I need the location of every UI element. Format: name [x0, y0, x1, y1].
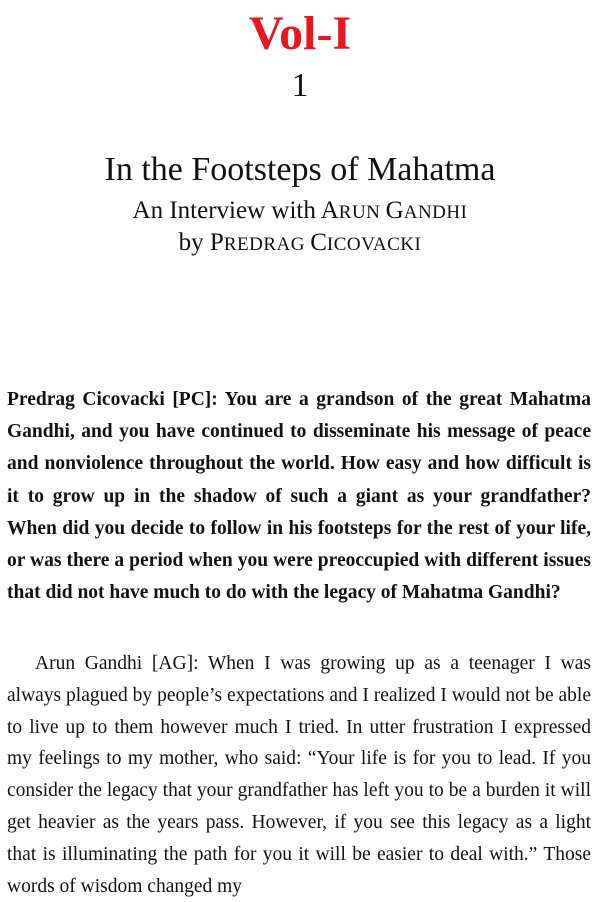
interviewee-first-name-rest: RUN [338, 202, 386, 223]
author-byline [0, 228, 600, 260]
author-initial-last: C [310, 229, 327, 256]
byline-prefix: by [178, 229, 210, 256]
subtitle-prefix: An Interview with [132, 197, 321, 224]
interview-answer: Arun Gandhi [AG]: When I was growing up as a teenager I was always plagued by people’s expectations and I realized I would not be able to live up to them however much I tried. In utter frustration I expressed my feelings to my mother, who said: “Your life is for you to lead. If you consider the legacy that your grandfather has left you to be a burden it will get heavier as the years pass. However, if you see this legacy as a light that is illuminating the path for you it will be easier to deal with.” Those words of wisdom changed my [7, 653, 591, 897]
chapter-subtitle [0, 196, 600, 228]
interviewee-last-name-rest: ANDHI [403, 202, 468, 223]
interview-question: Predrag Cicovacki [PC]: You are a grandson of the great Mahatma Gandhi, and you have continued to disseminate his message of peace and nonviolence throughout the world. How easy and how difficult is it to grow up in the shadow of such a giant as your grandfather? When did you decide to follow in his footsteps for the rest of your life, or was there a period when you were preoccupied with different issues that did not have much to do with the legacy of Mahatma Gandhi? [7, 389, 591, 604]
interviewee-initial-last: G [385, 197, 404, 224]
author-initial-first: P [209, 229, 224, 256]
volume-label: Vol-I [248, 7, 352, 60]
interviewee-initial-first: A [320, 197, 339, 224]
author-last-name-rest: ICOVACKI [326, 234, 422, 255]
chapter-number: 1 [291, 67, 309, 104]
chapter-title: In the Footsteps of Mahatma [104, 151, 496, 188]
author-first-name-rest: REDRAG [223, 234, 311, 255]
